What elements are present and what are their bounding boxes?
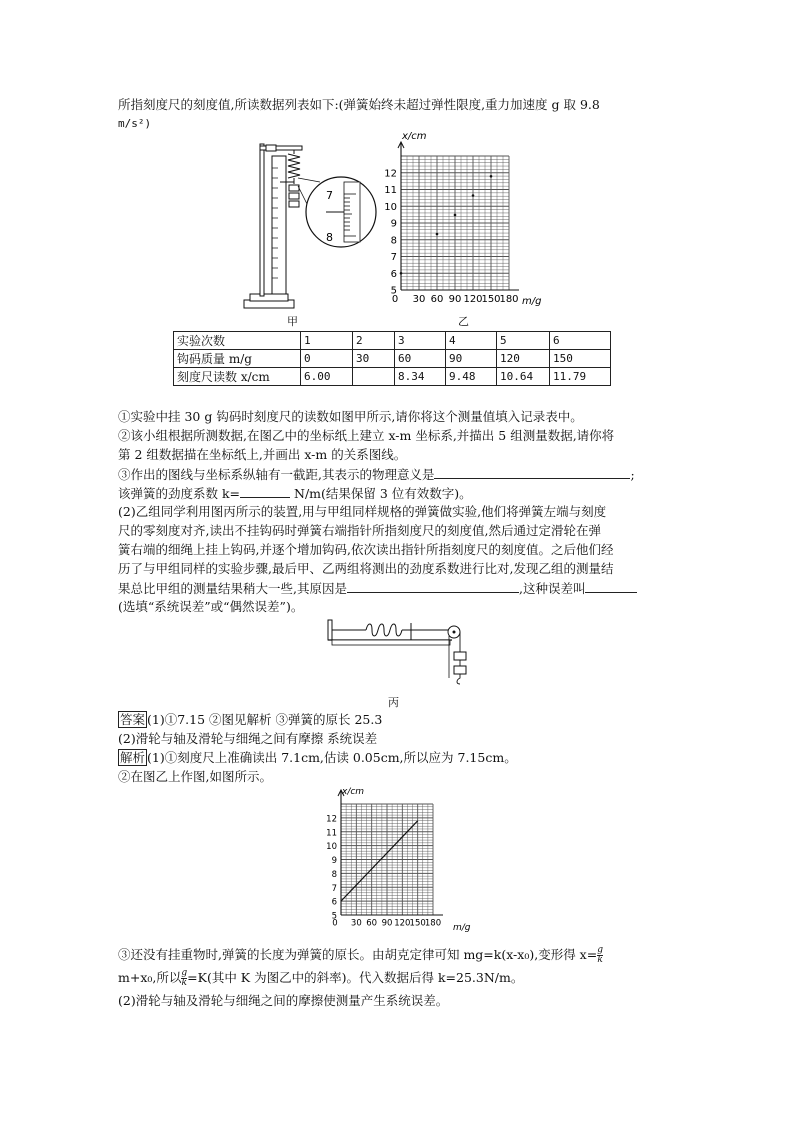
x-tick-label: 180 <box>499 294 519 305</box>
scale-label-8: 8 <box>326 231 333 244</box>
fraction-g-over-k-2: $\frac{g}{k}$ <box>181 968 188 988</box>
table-row <box>174 350 611 368</box>
table-cell: 60 <box>395 350 446 368</box>
part2-error-pre: ,这种误差叫 <box>518 581 586 596</box>
graph-solution <box>320 782 480 940</box>
y-tick-label: 12 <box>384 168 397 180</box>
table-cell: 5 <box>497 332 550 350</box>
x-tick-label: 0 <box>391 294 399 305</box>
fit-line <box>341 821 418 901</box>
table-row <box>174 368 611 386</box>
part2-line-3: 簧右端的细绳上挂上钩码,并逐个增加钩码,依次读出指针所指刻度尺的刻度值。之后他们经 <box>118 542 614 557</box>
y-tick-label: 6 <box>331 897 337 908</box>
figure-jia-label: 甲 <box>287 315 298 328</box>
question-3-k-pre: 该弹簧的劲度系数 k= <box>118 486 241 501</box>
intro-line-2: m/s²) <box>118 117 152 130</box>
table-cell: 90 <box>446 350 497 368</box>
y-tick-label: 5 <box>390 285 397 297</box>
table-cell: 刻度尺读数 x/cm <box>174 368 301 386</box>
table-cell: 6 <box>550 332 611 350</box>
data-point <box>436 233 439 236</box>
analysis-tag: 解析 <box>120 750 146 765</box>
y-tick-label: 7 <box>331 883 337 894</box>
table-cell: 实验次数 <box>174 332 301 350</box>
y-tick-label: 12 <box>326 814 337 825</box>
part2-line-5 <box>118 580 637 597</box>
graph-solution-xlabel: m/g <box>453 923 471 933</box>
table-cell: 3 <box>395 332 446 350</box>
data-point <box>490 175 493 178</box>
table-cell: 6.00 <box>301 368 353 386</box>
answer-blank-error-type[interactable] <box>585 580 637 593</box>
data-table <box>173 331 611 386</box>
answer-blank-k[interactable] <box>240 485 290 498</box>
x-tick-label: 120 <box>394 918 411 929</box>
y-tick-label: 6 <box>390 268 397 280</box>
analysis-text-4-pre: m+x₀,所以 <box>118 970 182 985</box>
analysis-text-3: ③还没有挂重物时,弹簧的长度为弹簧的原长。由胡克定律可知 mg=k(x-x₀),变形得 x= <box>118 947 598 962</box>
table-cell: 10.64 <box>497 368 550 386</box>
analysis-line-3 <box>118 946 603 965</box>
graph-yi-xlabel: m/g <box>522 296 542 307</box>
x-tick-label: 0 <box>332 918 338 929</box>
question-2-line-1: ②该小组根据所测数据,在图乙中的坐标纸上建立 x-m 坐标系,并描出 5 组测量数据,请你将 <box>118 428 615 443</box>
y-tick-label: 10 <box>326 842 337 853</box>
question-3-text: ③作出的图线与坐标系纵轴有一截距,其表示的物理意义是 <box>118 467 435 482</box>
x-tick-label: 150 <box>481 294 501 305</box>
y-tick-label: 9 <box>390 218 397 230</box>
table-cell: 150 <box>550 350 611 368</box>
answer-tag: 答案 <box>120 712 146 727</box>
part2-line-6: (选填“系统误差”或“偶然误差”)。 <box>118 599 304 614</box>
hanging-weight <box>454 652 466 660</box>
table-cell: 2 <box>353 332 395 350</box>
answer-blank-reason[interactable] <box>347 580 519 593</box>
table-cell: 钩码质量 m/g <box>174 350 301 368</box>
analysis-line-5: (2)滑轮与轴及滑轮与细绳之间的摩擦使测量产生系统误差。 <box>118 993 449 1008</box>
question-2-line-2: 第 2 组数据描在坐标纸上,并画出 x-m 的关系图线。 <box>118 447 407 462</box>
y-tick-label: 9 <box>331 856 337 866</box>
x-tick-label: 90 <box>448 294 462 305</box>
table-cell <box>353 368 395 386</box>
analysis-line-4 <box>118 969 523 988</box>
question-3-k-post: N/m(结果保留 3 位有效数字)。 <box>290 486 472 501</box>
data-point <box>454 214 457 217</box>
part2-line-4: 历了与甲组同样的实验步骤,最后甲、乙两组将测出的劲度系数进行比对,发现乙组的测量结 <box>118 561 614 576</box>
scale-label-7: 7 <box>326 189 333 202</box>
table-cell: 120 <box>497 350 550 368</box>
y-tick-label: 10 <box>384 201 397 213</box>
table-cell: 8.34 <box>395 368 446 386</box>
x-tick-label: 30 <box>350 918 362 929</box>
x-tick-label: 30 <box>412 294 426 305</box>
table-cell: 11.79 <box>550 368 611 386</box>
graph-solution-ylabel: x/cm <box>342 787 365 797</box>
answer-line-2: (2)滑轮与轴及滑轮与细绳之间有摩擦 系统误差 <box>118 731 378 746</box>
spring-horizontal <box>332 624 411 636</box>
y-tick-label: 8 <box>390 235 397 247</box>
answer-blank-intercept[interactable] <box>434 466 630 479</box>
graph-yi-ylabel: x/cm <box>402 131 427 142</box>
figure-jia <box>240 138 380 328</box>
data-point <box>400 272 403 275</box>
table-cell: 0 <box>301 350 353 368</box>
analysis-line-1 <box>118 750 517 766</box>
question-3-line-2 <box>118 485 472 502</box>
data-point <box>472 194 475 197</box>
table-cell: 4 <box>446 332 497 350</box>
x-tick-label: 60 <box>366 918 378 929</box>
y-tick-label: 8 <box>331 869 337 880</box>
question-1: ①实验中挂 30 g 钩码时刻度尺的读数如图甲所示,请你将这个测量值填入记录表中。 <box>118 409 583 424</box>
figure-bing <box>320 614 480 694</box>
graph-yi-label: 乙 <box>458 315 469 328</box>
table-cell: 30 <box>353 350 395 368</box>
analysis-text-4-post: =K(其中 K 为图乙中的斜率)。代入数据后得 k=25.3N/m。 <box>187 970 524 985</box>
analysis-text-1: (1)①刻度尺上准确读出 7.1cm,估读 0.05cm,所以应为 7.15cm。 <box>147 750 517 765</box>
answer-text-1: (1)①7.15 ②图见解析 ③弹簧的原长 25.3 <box>147 712 383 727</box>
x-tick-label: 90 <box>381 918 393 929</box>
graph-yi <box>380 126 555 316</box>
fraction-g-over-k: $\frac{g}{k}$ <box>597 945 603 965</box>
stand-pole <box>260 144 264 296</box>
table-cell: 9.48 <box>446 368 497 386</box>
y-tick-label: 11 <box>326 828 337 839</box>
figure-bing-label: 丙 <box>388 696 399 709</box>
x-tick-label: 120 <box>463 294 483 305</box>
question-3-line-1 <box>118 466 635 483</box>
question-3-end: ; <box>630 467 635 482</box>
analysis-line-2: ②在图乙上作图,如图所示。 <box>118 769 272 784</box>
table-cell: 1 <box>301 332 353 350</box>
answer-line-1 <box>118 712 382 728</box>
ruler <box>272 156 286 294</box>
x-tick-label: 60 <box>430 294 444 305</box>
part2-line-1: (2)乙组同学利用图丙所示的装置,用与甲组同样规格的弹簧做实验,他们将弹簧左端与刻度 <box>118 504 607 519</box>
y-tick-label: 11 <box>384 185 397 196</box>
y-tick-label: 7 <box>390 252 397 263</box>
x-tick-label: 180 <box>424 918 442 929</box>
intro-line-1: 所指刻度尺的刻度值,所读数据列表如下:(弹簧始终未超过弹性限度,重力加速度 g 取 9.8 <box>118 97 600 112</box>
y-tick-label: 5 <box>331 911 337 922</box>
part2-reason-pre: 果总比甲组的测量结果稍大一些,其原因是 <box>118 581 347 596</box>
part2-line-2: 尺的零刻度对齐,读出不挂钩码时弹簧右端指针所指刻度尺的刻度值,然后通过定滑轮在弹 <box>118 523 601 538</box>
table-row <box>174 332 611 350</box>
x-tick-label: 150 <box>409 918 426 929</box>
